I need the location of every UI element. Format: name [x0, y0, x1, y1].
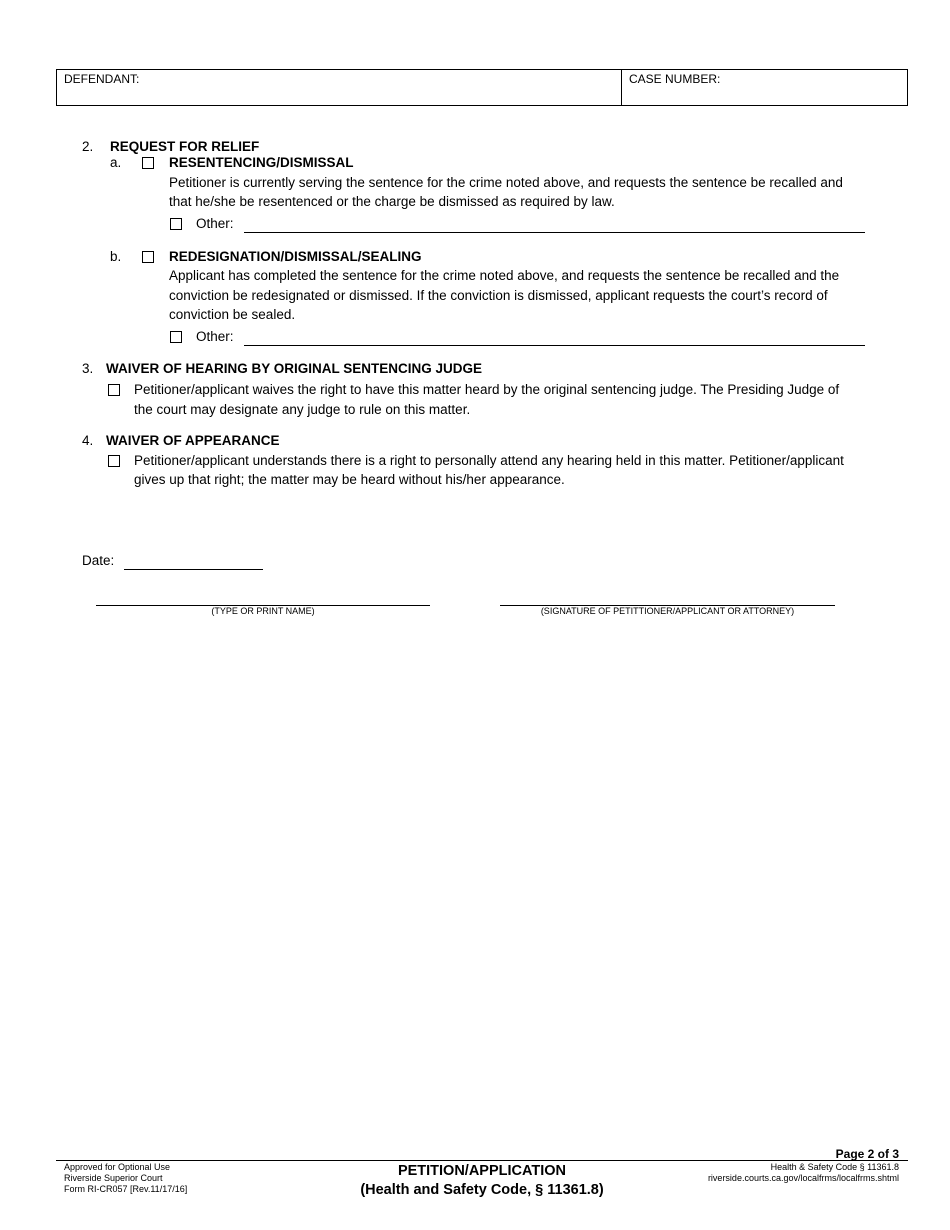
- footer-form-subtitle: (Health and Safety Code, § 11361.8): [360, 1182, 604, 1198]
- date-field-line[interactable]: [124, 569, 263, 570]
- section-2b-other-line[interactable]: [244, 345, 865, 346]
- section-2-number: 2.: [82, 139, 94, 154]
- case-header-box: [56, 69, 908, 106]
- section-2-title: REQUEST FOR RELIEF: [110, 139, 260, 154]
- section-4-number: 4.: [82, 433, 94, 448]
- section-2a-title: RESENTENCING/DISMISSAL: [169, 155, 354, 170]
- section-2b-body-line2: conviction be redesignated or dismissed. If the conviction is dismissed, applicant requests the court’s record of: [169, 288, 828, 303]
- waiver-of-hearing-checkbox[interactable]: [108, 384, 120, 396]
- section-2b-letter: b.: [110, 249, 122, 264]
- resentencing-checkbox[interactable]: [142, 157, 154, 169]
- section-4-body-line2: gives up that right; the matter may be heard without his/her appearance.: [134, 472, 565, 487]
- waiver-of-appearance-checkbox[interactable]: [108, 455, 120, 467]
- footer-form-title: PETITION/APPLICATION: [397, 1163, 567, 1179]
- section-3-body-line1: Petitioner/applicant waives the right to have this matter heard by the original sentencing judge. The Presiding Judge of: [134, 382, 840, 397]
- footer-title-block: [300, 1162, 664, 1200]
- footer-url[interactable]: riverside.courts.ca.gov/localfrms/localfrms.shtml: [707, 1173, 899, 1183]
- case-number-field[interactable]: [622, 70, 907, 105]
- page-number: Page 2 of 3: [835, 1147, 899, 1161]
- case-number-label: CASE NUMBER:: [629, 72, 721, 86]
- section-2b-title: REDESIGNATION/DISMISSAL/SEALING: [169, 249, 422, 264]
- section-3-number: 3.: [82, 361, 94, 376]
- defendant-field[interactable]: [57, 70, 622, 105]
- footer-court: Riverside Superior Court: [64, 1173, 163, 1183]
- footer-right-block: [708, 1162, 899, 1184]
- section-2b-body-line3: conviction be sealed.: [169, 307, 296, 322]
- section-2b-body-line1: Applicant has completed the sentence for the crime noted above, and requests the sentence be recalled and the: [169, 268, 840, 283]
- section-2a-body-line2: that he/she be resentenced or the charge be dismissed as required by law.: [169, 194, 615, 209]
- section-4-body-line1: Petitioner/applicant understands there is a right to personally attend any hearing held in this matter. Petitioner/applicant: [134, 453, 844, 468]
- footer-left-block: [64, 1162, 187, 1195]
- section-3-body-line2: the court may designate any judge to rule on this matter.: [134, 402, 471, 417]
- footer-form-number: Form RI-CR057 [Rev.11/17/16]: [64, 1184, 188, 1194]
- date-label: Date:: [82, 553, 115, 568]
- section-2a-other-checkbox[interactable]: [170, 218, 182, 230]
- footer-rule: [56, 1160, 908, 1161]
- signature-caption: (SIGNATURE OF PETITTIONER/APPLICANT OR ATTORNEY): [540, 606, 795, 616]
- section-3-title: WAIVER OF HEARING BY ORIGINAL SENTENCING JUDGE: [106, 361, 483, 376]
- footer-code-reference: Health & Safety Code § 11361.8: [770, 1162, 899, 1172]
- section-2a-body-line1: Petitioner is currently serving the sentence for the crime noted above, and requests the sentence be recalled and: [169, 175, 843, 190]
- section-2a-letter: a.: [110, 155, 122, 170]
- section-2a-other-label: Other:: [196, 216, 234, 231]
- defendant-label: DEFENDANT:: [64, 72, 140, 86]
- section-2b-other-label: Other:: [196, 329, 234, 344]
- print-name-caption: (TYPE OR PRINT NAME): [211, 606, 315, 616]
- section-2b-other-checkbox[interactable]: [170, 331, 182, 343]
- footer-approved: Approved for Optional Use: [64, 1162, 171, 1172]
- section-2a-other-line[interactable]: [244, 232, 865, 233]
- section-4-title: WAIVER OF APPEARANCE: [106, 433, 280, 448]
- redesignation-checkbox[interactable]: [142, 251, 154, 263]
